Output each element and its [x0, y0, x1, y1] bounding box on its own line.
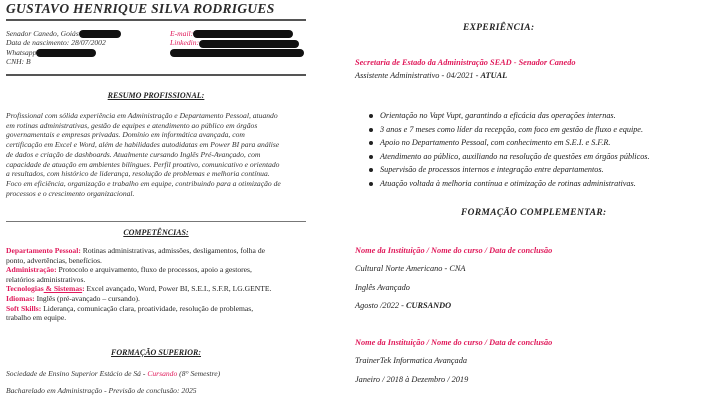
bullet-icon [369, 128, 373, 132]
bullet-icon [369, 141, 373, 145]
bullet-text: Atendimento ao público, auxiliando na resolução de questões em órgãos públicos. [380, 151, 650, 161]
semester-text: (8° Semestre) [177, 369, 221, 378]
redacted-block [79, 30, 121, 38]
competencia-text: Protocolo e arquivamento, fluxo de processos, apoio a gestores, [56, 265, 252, 275]
status-text: Cursando [147, 369, 178, 378]
resumo-line: a resultados, com histórico de liderança, resolução de problemas e melhoria contínua. [6, 169, 270, 179]
competencia-dp [6, 246, 312, 256]
formacao-complementar-title: FORMAÇÃO COMPLEMENTAR: [461, 208, 607, 218]
resumo-line: de dados e criação de dashboards. Atualmente cursando Inglês Pré-Avançado, com [6, 149, 261, 159]
linkedin-label[interactable]: Linkedin: [170, 38, 200, 48]
resumo-line: governamentais e empresas privadas. Domínio em informática avançada, com [6, 130, 245, 140]
resumo-paragraph [6, 111, 312, 198]
resumo-line: certificação em Excel e Word, além de habilidades autodidatas em Power BI para análise [6, 140, 280, 150]
bullet-text: 3 anos e 7 meses como líder da recepção, com foco em gestão de fluxo e equipe. [380, 124, 643, 134]
institution-text: Sociedade de Ensino Superior Estácio de Sá - [6, 369, 148, 378]
contact-left [6, 29, 121, 67]
experiencia-title: EXPERIÊNCIA: [463, 23, 535, 33]
course-date: Janeiro / 2018 à Dezembro / 2019 [355, 375, 469, 384]
left-column [0, 0, 312, 405]
redacted-block [199, 40, 299, 48]
list-item [355, 123, 650, 137]
competencia-text: ponto, advertências, benefícios. [6, 255, 102, 265]
whatsapp-label: Whatsapp [6, 47, 37, 57]
location-text: Senador Canedo, Goiás [6, 29, 79, 38]
competencia-text: trabalho em equipe. [6, 313, 67, 323]
role-status: ATUAL [480, 71, 508, 80]
experiencia-org: Secretaria de Estado da Administração SEAD - Senador Canedo [355, 58, 576, 67]
course-header: Nome da Instituição / Nome do curso / Data de conclusão [355, 246, 553, 255]
bullet-icon [369, 168, 373, 172]
bullet-icon [369, 155, 373, 159]
competencia-adm [6, 265, 312, 275]
date-text: Agosto /2022 - [355, 301, 406, 310]
competencia-label: Administração: [6, 265, 57, 275]
bullet-text: Orientação no Vapt Vupt, garantindo a eficácia das operações internas. [380, 111, 616, 120]
competencia-text: Inglês (pré-avançado – cursando). [34, 293, 140, 303]
list-item [355, 109, 650, 123]
competencia-text: Liderança, comunicação clara, proatividade, resolução de problemas, [41, 303, 254, 313]
formacao-superior-course: Bacharelado em Administração - Previsão de conclusão: 2025 [6, 386, 197, 395]
resumo-line: em rotinas administrativas, gestão de equipes e atendimento ao público em órgãos [6, 120, 258, 130]
list-item [355, 136, 650, 150]
section-divider [6, 221, 306, 222]
birth-date-text: Data de nascimento: 28/07/2002 [6, 38, 106, 48]
competencia-label: Tecnologias [6, 284, 44, 294]
competencia-label: Soft Skills: [6, 303, 42, 313]
competencia-text: Excel avançado, Word, Power BI, S.E.I., S.F.R, LG.GENTE. [84, 284, 272, 294]
candidate-name: GUSTAVO HENRIQUE SILVA RODRIGUES [6, 1, 275, 16]
resumo-title: RESUMO PROFISSIONAL: [107, 91, 205, 100]
redacted-block [170, 49, 304, 57]
competencia-idiomas [6, 294, 312, 304]
bullet-text: Apoio no Departamento Pessoal, com conhecimento em S.E.I. e S.F.R. [380, 138, 611, 148]
competencia-soft [6, 304, 312, 314]
experiencia-role [355, 71, 507, 80]
redacted-block [193, 30, 293, 38]
formacao-superior-title: FORMAÇÃO SUPERIOR: [110, 348, 202, 357]
course-institution: Cultural Norte Americano - CNA [355, 264, 466, 273]
competencia-label: Idiomas: [6, 293, 35, 303]
resumo-line: Profissional com sólida experiência em Administração e Departamento Pessoal, atuando [6, 111, 278, 120]
competencia-label: : [82, 284, 85, 294]
competencia-label: & Sistemas [43, 284, 83, 294]
bullet-text: Supervisão de processos internos e integração entre departamentos. [380, 165, 604, 175]
status-text: CURSANDO [405, 301, 452, 310]
competencia-label: Departamento Pessoal: [6, 246, 81, 255]
redacted-block [36, 49, 96, 57]
course-date [355, 301, 451, 310]
competencias-list [6, 246, 312, 323]
competencias-title: COMPETÊNCIAS: [123, 228, 189, 237]
header-divider-bottom [6, 74, 306, 76]
experiencia-bullets [355, 109, 650, 191]
list-item [355, 163, 650, 177]
course-institution: TrainerTek Informatica Avançada [355, 356, 468, 365]
list-item [355, 150, 650, 164]
role-text: Assistente Administrativo - 04/2021 - [355, 71, 481, 80]
bullet-text: Atuação voltada à melhoria contínua e otimização de rotinas administrativas. [380, 178, 636, 188]
bullet-icon [369, 182, 373, 186]
course-header: Nome da Instituição / Nome do curso / Data de conclusão [355, 338, 553, 347]
formacao-superior-line [6, 369, 220, 379]
email-label[interactable]: E-mail: [170, 29, 194, 38]
resumo-line: capacidade de atuação em ambientes bilíngues. Perfil proativo, comunicativo e orientado [6, 159, 280, 169]
course-name: Inglês Avançado [355, 283, 410, 292]
cnh-text: CNH: B [6, 57, 31, 67]
bullet-icon [369, 114, 373, 118]
resumo-line: processos e o crescimento organizacional. [6, 188, 135, 198]
competencia-text: relatórios administrativos. [6, 274, 86, 284]
competencia-tec [6, 284, 312, 294]
contact-right [170, 29, 304, 57]
competencia-text: Rotinas administrativas, admissões, desligamentos, folha de [80, 246, 265, 255]
header-divider-top [6, 19, 306, 21]
resumo-line: Foco em eficiência, organização e trabalho em equipe, contribuindo para a otimização de [6, 178, 281, 188]
list-item [355, 177, 650, 191]
right-column [350, 0, 710, 405]
